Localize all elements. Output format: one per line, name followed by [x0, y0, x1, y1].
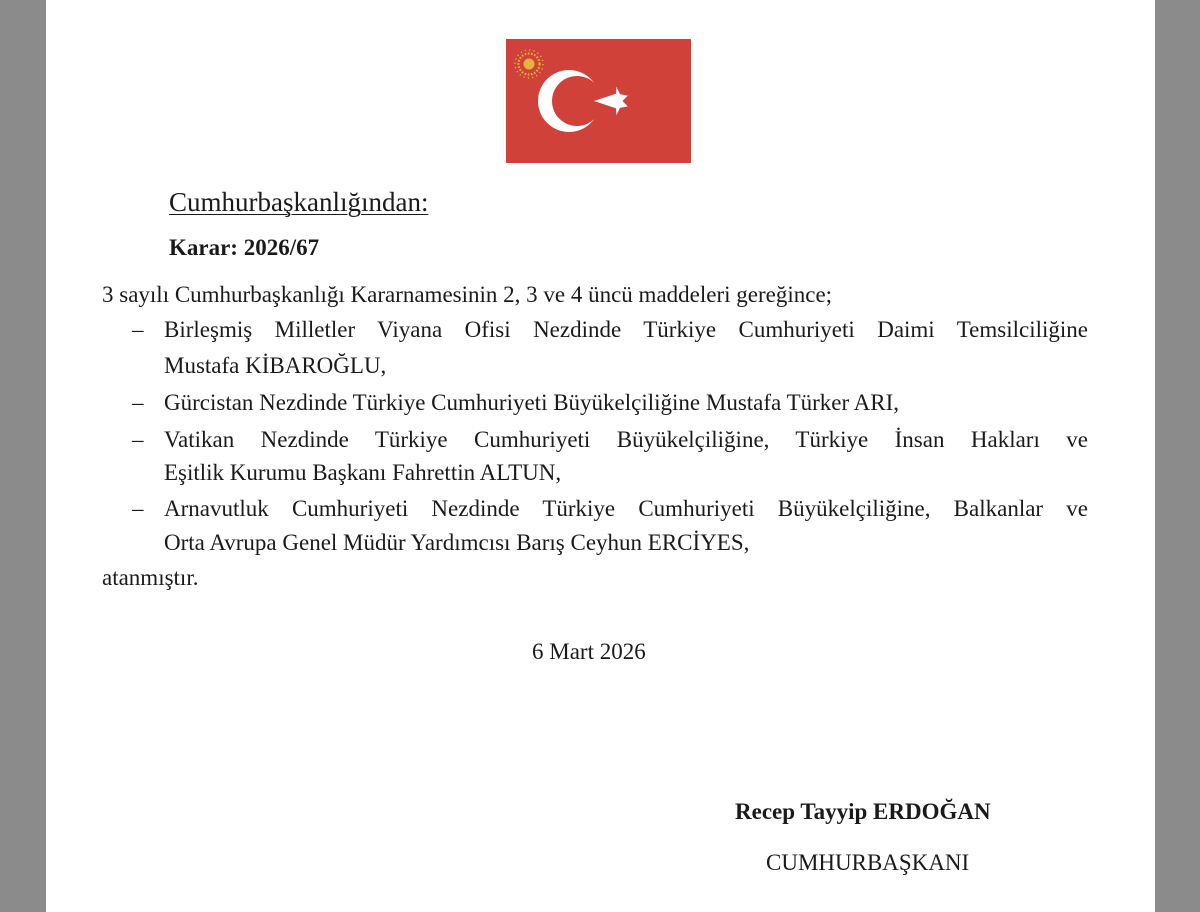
list-dash: –	[132, 496, 144, 521]
right-margin	[1155, 0, 1200, 912]
list-dash: –	[132, 427, 144, 452]
list-item-3-line-2: Eşitlik Kurumu Başkanı Fahrettin ALTUN,	[164, 460, 562, 485]
list-item-1-line-2: Mustafa KİBAROĞLU,	[164, 353, 387, 378]
intro-paragraph: 3 sayılı Cumhurbaşkanlığı Kararnamesinin 2, 3 ve 4 üncü maddeleri gereğince;	[102, 282, 833, 307]
signatory-name: Recep Tayyip ERDOĞAN	[735, 799, 991, 824]
list-dash: –	[132, 390, 144, 415]
closing-word: atanmıştır.	[102, 565, 199, 590]
list-item-4-line-2: Orta Avrupa Genel Müdür Yardımcısı Barış Ceyhun ERCİYES,	[164, 530, 750, 555]
list-dash: –	[132, 317, 144, 342]
document-date: 6 Mart 2026	[532, 639, 646, 664]
list-item-4-line-1: Arnavutluk Cumhuriyeti Nezdinde Türkiye Cumhuriyeti Büyükelçiliğine, Balkanlar ve	[164, 496, 1088, 521]
list-item-1-line-1: Birleşmiş Milletler Viyana Ofisi Nezdinde Türkiye Cumhuriyeti Daimi Temsilciliğine	[164, 317, 1088, 342]
turkish-flag-emblem	[506, 39, 691, 163]
decision-number: Karar: 2026/67	[169, 235, 320, 260]
left-margin	[0, 0, 46, 912]
issuing-authority-heading: Cumhurbaşkanlığından:	[169, 187, 429, 217]
flag-graphic	[506, 39, 691, 163]
signatory-title: CUMHURBAŞKANI	[766, 850, 970, 875]
list-item-3-line-1: Vatikan Nezdinde Türkiye Cumhuriyeti Büyükelçiliğine, Türkiye İnsan Hakları ve	[164, 427, 1088, 452]
document-page	[46, 0, 1155, 912]
list-item-2-line-1: Gürcistan Nezdinde Türkiye Cumhuriyeti Büyükelçiliğine Mustafa Türker ARI,	[164, 390, 899, 415]
